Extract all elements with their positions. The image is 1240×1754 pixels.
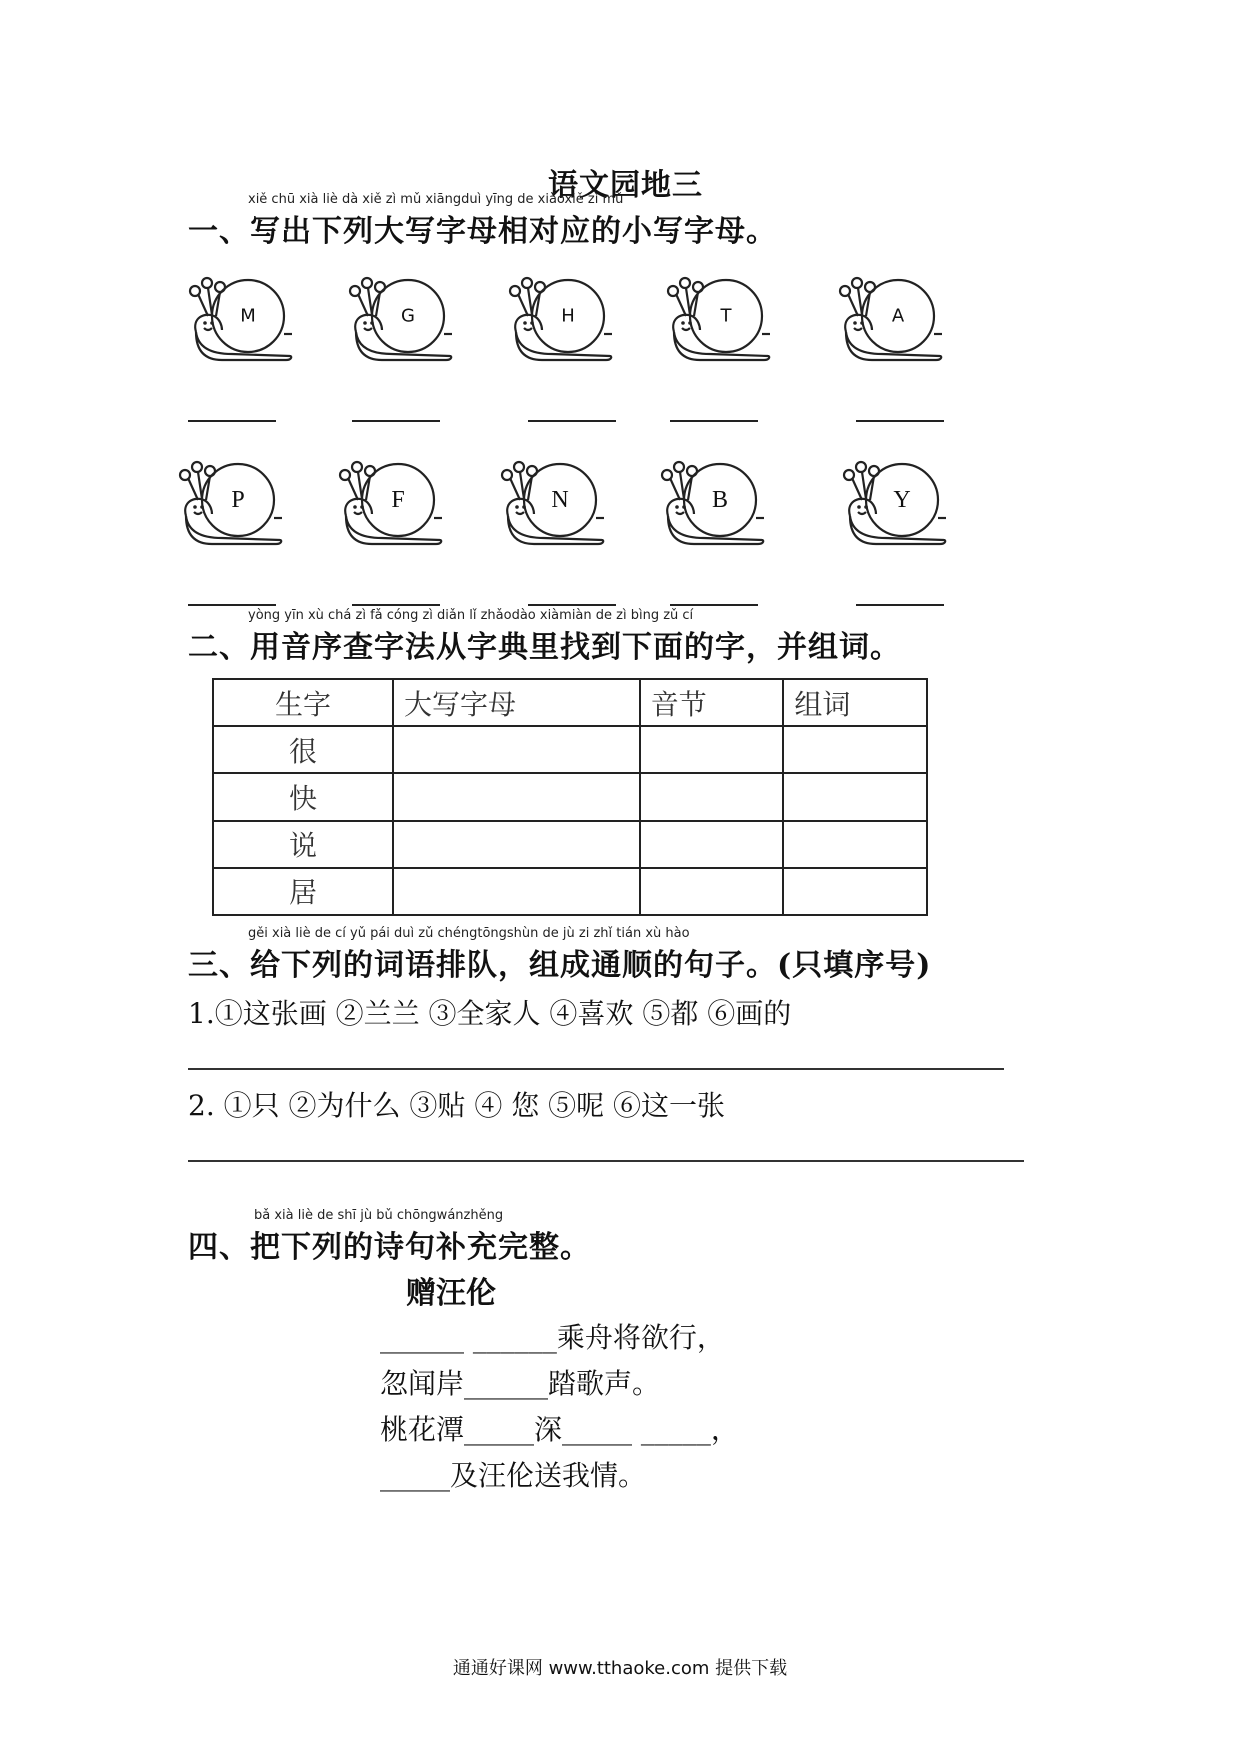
snail-letter: P (231, 487, 245, 513)
snail-illustration (836, 456, 948, 546)
snail-letter: M (240, 305, 256, 327)
snail-letter: T (720, 305, 732, 327)
answer-line[interactable] (670, 420, 758, 422)
snail-illustration (494, 456, 606, 546)
character-cell: 很 (213, 726, 393, 773)
snail-letter: A (891, 305, 905, 327)
table-header-cell: 生字 (213, 679, 393, 726)
answer-line[interactable] (352, 604, 440, 606)
answer-cell[interactable] (783, 773, 927, 820)
table-row (213, 821, 927, 868)
section4-pinyin: bǎ xià liè de shī jù bǔ chōngwánzhěng (254, 1208, 504, 1223)
poem-line: 忽闻岸______踏歌声。 (380, 1367, 661, 1400)
answer-line[interactable] (670, 604, 758, 606)
answer-line[interactable] (856, 604, 944, 606)
character-table (212, 678, 928, 916)
poem-line: ______ ______乘舟将欲行， (380, 1321, 725, 1354)
answer-line[interactable] (188, 604, 276, 606)
table-header-cell: 大写字母 (393, 679, 640, 726)
answer-line[interactable] (528, 604, 616, 606)
snail-letter: F (391, 487, 405, 513)
question-1: 1.①这张画 ②兰兰 ③全家人 ④喜欢 ⑤都 ⑥画的 (188, 997, 792, 1030)
answer-line[interactable] (188, 1160, 1024, 1162)
snail-illustration (332, 456, 444, 546)
table-row (213, 868, 927, 915)
answer-cell[interactable] (393, 726, 640, 773)
character-cell: 居 (213, 868, 393, 915)
snail-illustration (832, 272, 944, 362)
snail-letter: Y (893, 487, 911, 513)
section3-pinyin: gěi xià liè de cí yǔ pái duì zǔ chéngtōngshùn de jù zi zhǐ tián xù hào (248, 926, 690, 941)
answer-cell[interactable] (783, 868, 927, 915)
character-cell: 快 (213, 773, 393, 820)
section2-pinyin: yòng yīn xù chá zì fǎ cóng zì diǎn lǐ zhǎodào xiàmiàn de zì bìng zǔ cí (248, 608, 694, 623)
table-header-cell: 组词 (783, 679, 927, 726)
poem-line: _____及汪伦送我情。 (380, 1459, 647, 1492)
snail-letter: N (551, 487, 569, 513)
answer-line[interactable] (352, 420, 440, 422)
answer-cell[interactable] (783, 821, 927, 868)
section1-heading: 一、写出下列大写字母相对应的小写字母。 (188, 214, 777, 249)
snail-illustration (502, 272, 614, 362)
section2-heading: 二、用音序查字法从字典里找到下面的字，并组词。 (188, 630, 901, 665)
poem-title: 赠汪伦 (406, 1276, 496, 1311)
character-cell: 说 (213, 821, 393, 868)
answer-line[interactable] (528, 420, 616, 422)
snail-letter: H (561, 305, 575, 327)
answer-cell[interactable] (393, 868, 640, 915)
snail-letter: B (711, 487, 729, 513)
answer-cell[interactable] (640, 726, 784, 773)
answer-cell[interactable] (640, 773, 784, 820)
table-header-row (213, 679, 927, 726)
page-title: 语文园地三 (548, 168, 703, 203)
answer-line[interactable] (188, 1068, 1004, 1070)
snail-illustration (660, 272, 772, 362)
snail-illustration (654, 456, 766, 546)
answer-cell[interactable] (640, 821, 784, 868)
section4-heading: 四、把下列的诗句补充完整。 (188, 1230, 591, 1265)
answer-line[interactable] (188, 420, 276, 422)
answer-cell[interactable] (393, 821, 640, 868)
answer-line[interactable] (856, 420, 944, 422)
snail-letter: G (401, 305, 415, 327)
table-row (213, 726, 927, 773)
answer-cell[interactable] (783, 726, 927, 773)
section3-heading: 三、给下列的词语排队，组成通顺的句子。(只填序号) (188, 948, 932, 983)
answer-cell[interactable] (640, 868, 784, 915)
footer-text: 通通好课网 www.tthaoke.com 提供下载 (452, 1658, 788, 1679)
poem-line: 桃花潭_____深_____ _____， (380, 1413, 739, 1446)
table-header-cell: 音节 (640, 679, 784, 726)
snail-illustration (172, 456, 284, 546)
table-row (213, 773, 927, 820)
answer-cell[interactable] (393, 773, 640, 820)
snail-illustration (342, 272, 454, 362)
section1-pinyin: xiě chū xià liè dà xiě zì mǔ xiāngduì yīng de xiǎoxiě zì mǔ (248, 192, 624, 207)
snail-illustration (182, 272, 294, 362)
question-2: 2. ①只 ②为什么 ③贴 ④ 您 ⑤呢 ⑥这一张 (188, 1089, 726, 1122)
